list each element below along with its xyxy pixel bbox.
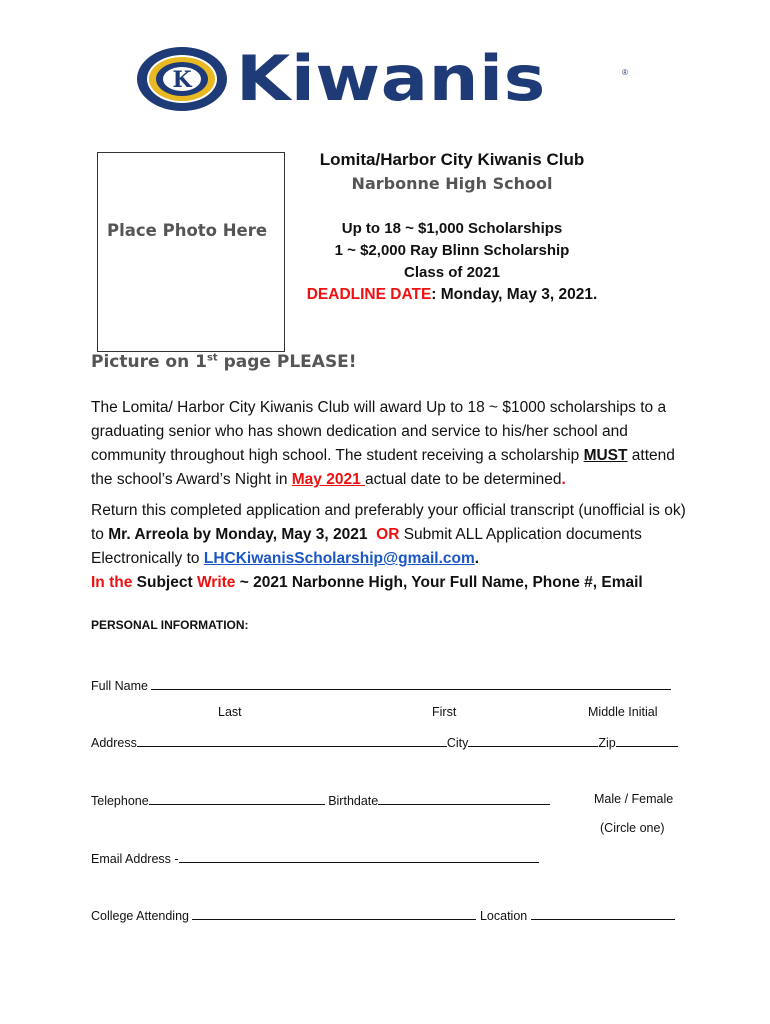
intro-paragraph: The Lomita/ Harbor City Kiwanis Club will award Up to 18 ~ $1000 scholarships to a graduating senior who has shown dedication and service to his/her school and community throughout high school. The student receiving a scholarship MUST attend the school’s Award’s Night in May 2021 actual date to be determined.: [91, 399, 675, 488]
deadline-line: [292, 286, 612, 304]
deadline-value: : Monday, May 3, 2021.: [431, 286, 598, 303]
seal-letter: K: [172, 67, 192, 93]
email-row: Email Address -: [91, 850, 539, 866]
photo-placeholder-box: [97, 152, 285, 352]
scholarship-line-2: 1 ~ $2,000 Ray Blinn Scholarship: [334, 242, 570, 259]
full-name-row: Full Name: [91, 677, 671, 693]
gender-options[interactable]: Male / Female: [594, 792, 674, 806]
college-field[interactable]: [192, 907, 476, 920]
zip-field[interactable]: [616, 734, 678, 747]
telephone-field[interactable]: [149, 792, 325, 805]
telephone-row: Telephone Birthdate: [91, 792, 550, 808]
address-row: Address City Zip: [91, 734, 678, 750]
last-name-label: Last: [218, 705, 242, 719]
club-name: Lomita/Harbor City Kiwanis Club: [319, 150, 585, 169]
scholarship-line-1: Up to 18 ~ $1,000 Scholarships: [341, 220, 563, 237]
birthdate-field[interactable]: [378, 792, 550, 805]
registered-mark: ®: [622, 68, 628, 77]
location-field[interactable]: [531, 907, 675, 920]
school-name: Narbonne High School: [351, 174, 553, 193]
full-name-field[interactable]: [151, 677, 671, 690]
may-2021-emphasis: May 2021: [291, 471, 366, 488]
city-field[interactable]: [468, 734, 598, 747]
kiwanis-wordmark: Kiwanis: [236, 42, 546, 115]
college-row: College Attending Location: [91, 907, 675, 923]
photo-placeholder-label: Place Photo Here: [107, 221, 268, 240]
class-year: Class of 2021: [404, 264, 500, 281]
deadline-label: DEADLINE DATE: [306, 286, 432, 303]
address-field[interactable]: [137, 734, 447, 747]
must-emphasis: MUST: [583, 447, 628, 464]
first-name-label: First: [432, 705, 457, 719]
kiwanis-seal-logo: [136, 46, 228, 112]
personal-info-heading: PERSONAL INFORMATION:: [91, 618, 249, 632]
middle-initial-label: Middle Initial: [588, 705, 658, 719]
scholarship-email-link[interactable]: LHCKiwanisScholarship@gmail.com: [203, 550, 475, 567]
picture-note: Picture on 1st page PLEASE!: [91, 352, 357, 372]
submission-paragraph: Return this completed application and preferably your official transcript (unofficial is ok) to Mr. Arreola by Monday, May 3, 2021 OR Submit ALL Application documents Electronically to LHCKiwanisScholarship@gmail.com. In the Subject Write ~ 2021 Narbonne High, Your Full Name, Phone #, Email: [91, 502, 686, 591]
circle-one-note: (Circle one): [600, 821, 665, 835]
email-field[interactable]: [179, 850, 539, 863]
